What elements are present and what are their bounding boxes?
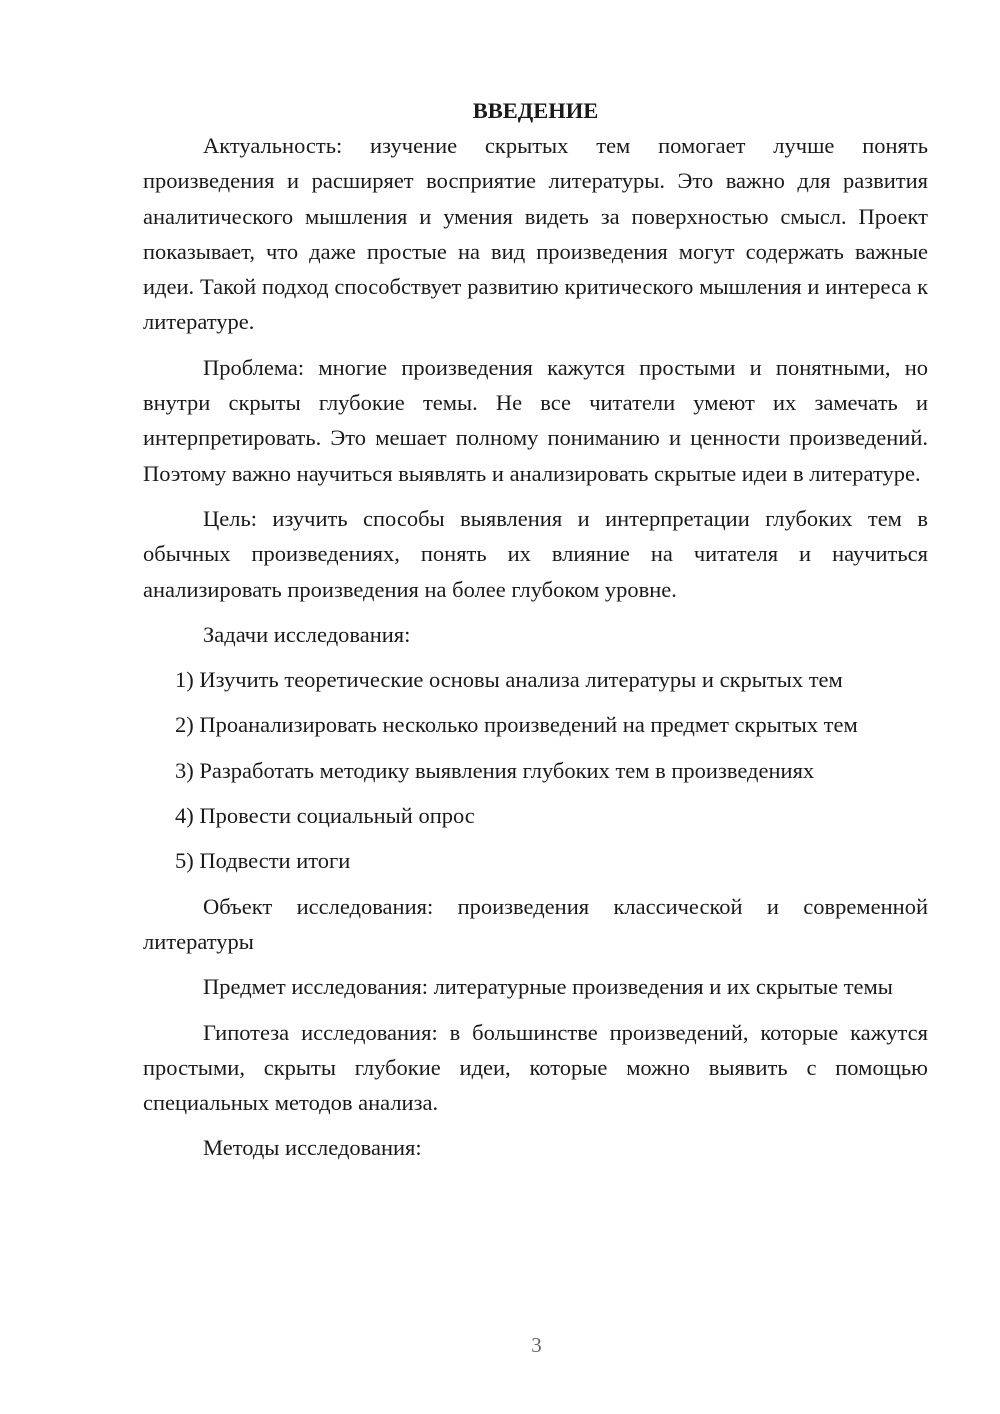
task-item: 2) Проанализировать несколько произведений на предмет скрытых тем	[175, 712, 858, 738]
paragraph-goal: Цель: изучить способы выявления и интерпретации глубоких тем в обычных произведениях, понять их влияние на читателя и научиться анализировать произведения на более глубоком уровне.	[143, 505, 928, 602]
methods-heading: Методы исследования:	[203, 1135, 422, 1161]
page-number: 3	[531, 1333, 542, 1357]
paragraph-hypothesis: Гипотеза исследования: в большинстве произведений, которые кажутся простыми, скрыты глубокие идеи, которые можно выявить с помощью специальных методов анализа.	[143, 1019, 928, 1116]
paragraph-problem: Проблема: многие произведения кажутся простыми и понятными, но внутри скрыты глубокие темы. Не все читатели умеют их замечать и интерпретировать. Это мешает полному пониманию и ценности произведений. Поэтому важно научиться выявлять и анализировать скрытые идеи в литературе.	[143, 354, 928, 486]
task-item: 3) Разработать методику выявления глубоких тем в произведениях	[175, 757, 815, 783]
task-item: 1) Изучить теоретические основы анализа литературы и скрытых тем	[175, 667, 843, 693]
paragraph-subject: Предмет исследования: литературные произведения и их скрытые темы	[203, 974, 893, 1000]
paragraph-relevance: Актуальность: изучение скрытых тем помогает лучше понять произведения и расширяет восприятие литературы. Это важно для развития аналитического мышления и умения видеть за поверхностью смысл. Проект показывает, что даже простые на вид произведения могут содержать важные идеи. Такой подход способствует развитию критического мышления и интереса к литературе.	[143, 133, 928, 335]
task-item: 4) Провести социальный опрос	[175, 803, 475, 829]
page-content	[143, 93, 928, 1166]
paragraph-object: Объект исследования: произведения классической и современной литературы	[143, 893, 928, 954]
tasks-heading: Задачи исследования:	[203, 621, 411, 647]
page-title: ВВЕДЕНИЕ	[472, 98, 599, 123]
task-item: 5) Подвести итоги	[175, 848, 351, 874]
